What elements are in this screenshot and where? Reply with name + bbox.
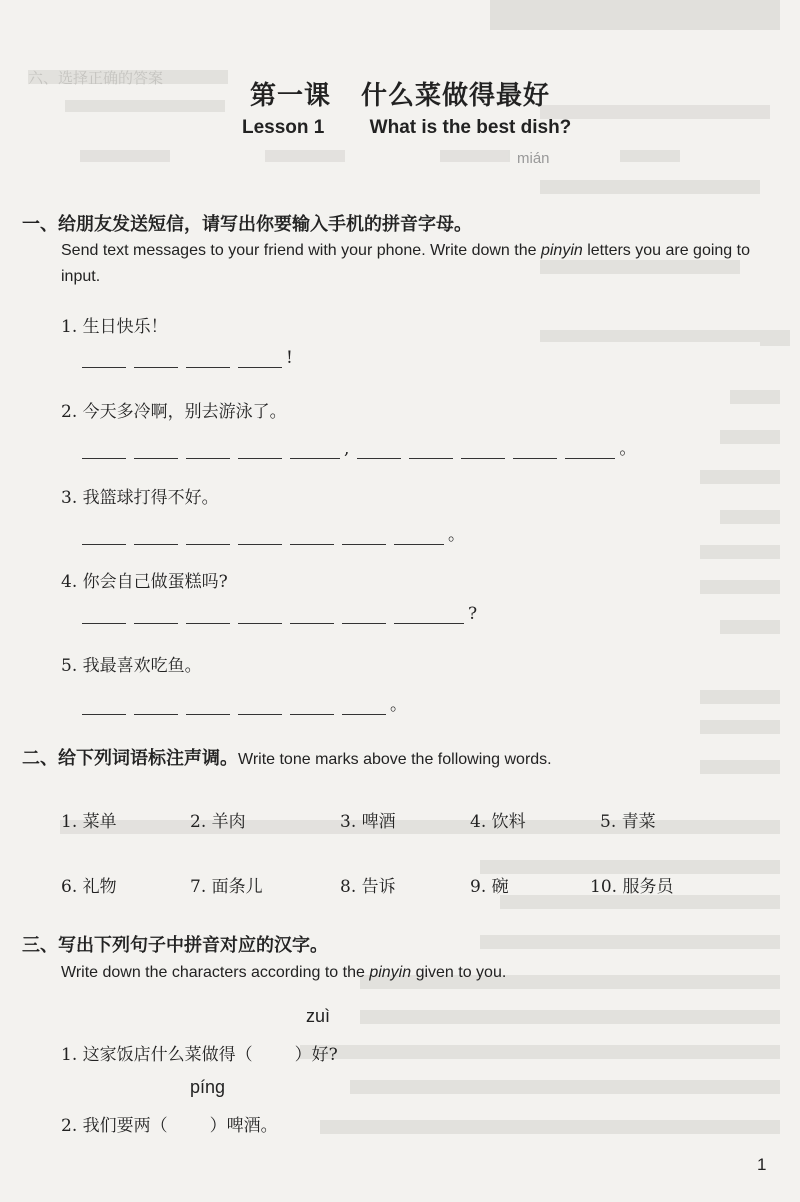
answer-blanks-4 (82, 604, 477, 624)
page-title (0, 75, 800, 112)
answer-blanks-2 (82, 434, 637, 459)
answer-blanks-5 (82, 690, 407, 715)
faint-pinyin: mián (517, 150, 550, 167)
answer-blank[interactable] (290, 440, 340, 459)
lesson-number-en: Lesson 1 (242, 117, 325, 138)
answer-blanks-3 (82, 520, 465, 545)
section-3-instruction: Write down the characters according to the pinyin given to you. (61, 964, 507, 981)
section-3-item-2: 2. 我们要两（ ）啤酒。 (61, 1116, 278, 1136)
tone-word: 10. 服务员 (590, 877, 674, 897)
end-punctuation: 。 (448, 525, 465, 545)
answer-blank[interactable] (186, 605, 230, 624)
end-punctuation: 。 (390, 695, 407, 715)
section-1-instruction: Send text messages to your friend with your phone. Write down the pinyin letters you are going to input. (61, 242, 750, 285)
answer-blank[interactable] (342, 696, 386, 715)
lesson-topic-cn: 什么菜做得最好 (361, 81, 551, 111)
tone-word: 3. 啤酒 (340, 812, 396, 832)
answer-blank[interactable] (290, 605, 334, 624)
section-2-heading: 二、给下列词语标注声调。Write tone marks above the following words. (22, 748, 552, 769)
answer-blank[interactable] (186, 696, 230, 715)
answer-blank[interactable] (134, 526, 178, 545)
end-punctuation: ! (286, 348, 293, 368)
section-1-item-5: 5. 我最喜欢吃鱼。 (61, 656, 202, 676)
answer-blank[interactable] (82, 526, 126, 545)
answer-blank[interactable] (342, 605, 386, 624)
answer-blank[interactable] (134, 605, 178, 624)
answer-blank[interactable] (186, 349, 230, 368)
answer-blank[interactable] (342, 526, 386, 545)
page-number: 1 (757, 1155, 767, 1174)
answer-blank[interactable] (186, 440, 230, 459)
end-punctuation: ? (468, 604, 478, 624)
answer-blank[interactable] (238, 526, 282, 545)
answer-blank[interactable] (238, 440, 282, 459)
pinyin-hint: zuì (306, 1006, 331, 1026)
tone-word: 2. 羊肉 (190, 812, 246, 832)
answer-blank[interactable] (82, 440, 126, 459)
answer-blank[interactable] (82, 605, 126, 624)
tone-word: 8. 告诉 (340, 877, 396, 897)
section-1-heading: 一、给朋友发送短信，请写出你要输入手机的拼音字母。 (22, 214, 472, 235)
lesson-number-cn: 第一课 (249, 81, 331, 111)
tone-word: 4. 饮料 (470, 812, 526, 832)
answer-blank[interactable] (394, 526, 444, 545)
lesson-topic-en: What is the best dish? (369, 117, 572, 138)
section-1-item-1: 1. 生日快乐！ (61, 317, 168, 337)
answer-blank[interactable] (186, 526, 230, 545)
tone-word: 5. 青菜 (600, 812, 656, 832)
tone-word: 7. 面条儿 (190, 877, 263, 897)
tone-word: 9. 碗 (470, 877, 509, 897)
mid-punctuation: , (344, 439, 350, 459)
tone-word: 1. 菜单 (61, 812, 117, 832)
tone-word: 6. 礼物 (61, 877, 117, 897)
section-1-item-4: 4. 你会自己做蛋糕吗? (61, 572, 228, 592)
section-3-heading: 三、写出下列句子中拼音对应的汉字。 (22, 935, 328, 956)
answer-blanks-1 (82, 348, 293, 368)
answer-blank[interactable] (513, 440, 557, 459)
answer-blank[interactable] (238, 605, 282, 624)
end-punctuation: 。 (619, 439, 637, 459)
page-subtitle (242, 117, 571, 139)
answer-blank[interactable] (394, 605, 464, 624)
answer-blank[interactable] (409, 440, 453, 459)
answer-blank[interactable] (238, 696, 282, 715)
answer-blank[interactable] (461, 440, 505, 459)
answer-blank[interactable] (82, 696, 126, 715)
faint-heading: 六、选择正确的答案 (28, 69, 164, 87)
section-1-item-2: 2. 今天多冷啊，别去游泳了。 (61, 402, 287, 422)
section-1-item-3: 3. 我篮球打得不好。 (61, 488, 219, 508)
answer-blank[interactable] (290, 696, 334, 715)
pinyin-hint: píng (190, 1077, 226, 1097)
section-3-item-1: 1. 这家饭店什么菜做得（ ）好? (61, 1045, 338, 1065)
answer-blank[interactable] (134, 349, 178, 368)
answer-blank[interactable] (565, 440, 615, 459)
answer-blank[interactable] (82, 349, 126, 368)
answer-blank[interactable] (134, 696, 178, 715)
answer-blank[interactable] (357, 440, 401, 459)
answer-blank[interactable] (290, 526, 334, 545)
answer-blank[interactable] (238, 349, 282, 368)
answer-blank[interactable] (134, 440, 178, 459)
